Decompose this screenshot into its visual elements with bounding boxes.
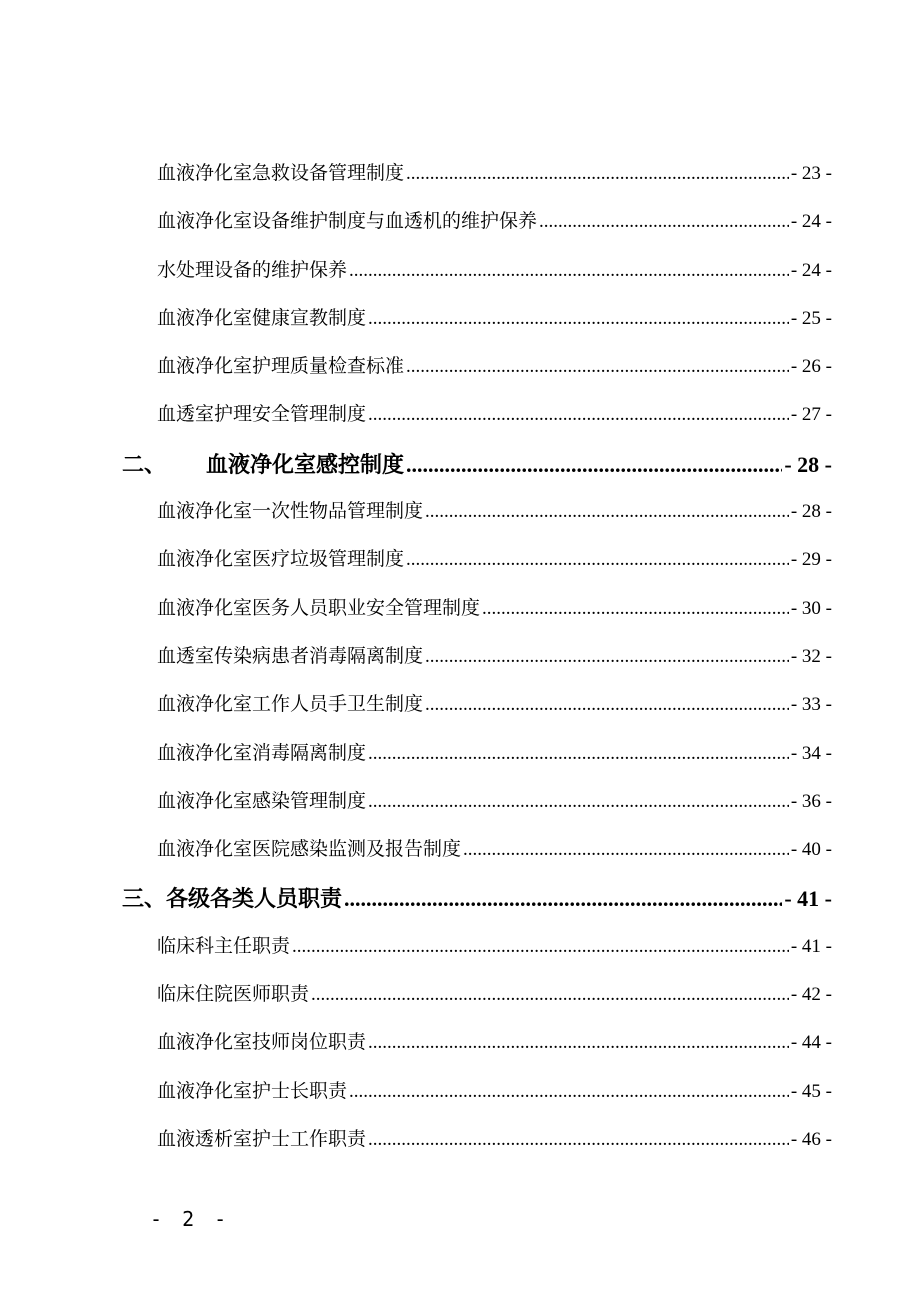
toc-entry[interactable] (0, 593, 920, 641)
toc-entry[interactable] (0, 689, 920, 737)
toc-dot-leader (406, 452, 782, 478)
toc-chapter-title: 血液净化室感控制度 (206, 451, 405, 478)
toc-entry-page: - 40 - (790, 839, 832, 861)
toc-dot-leader (425, 646, 789, 668)
toc-chapter-heading (122, 882, 342, 913)
toc-entry-title: 血液净化室工作人员手卫生制度 (157, 693, 424, 716)
toc-entry[interactable] (0, 303, 920, 351)
toc-chapter-page: - 41 - (784, 886, 832, 912)
toc-entry-page: - 34 - (790, 742, 832, 764)
toc-entry-title: 血液净化室护理质量检查标准 (157, 355, 405, 378)
toc-entry-title: 血液净化室医院感染监测及报告制度 (157, 838, 462, 861)
toc-entry-title: 血液净化室护士长职责 (157, 1079, 348, 1102)
toc-entry-page: - 29 - (790, 549, 832, 571)
toc-entry-page: - 41 - (790, 935, 832, 957)
toc-chapter-title: 各级各类人员职责 (166, 886, 343, 913)
toc-dot-leader (311, 984, 789, 1006)
toc-entry-page: - 45 - (790, 1080, 832, 1102)
toc-entry-title: 血液净化室急救设备管理制度 (157, 162, 405, 184)
toc-chapter-number: 三、 (122, 886, 167, 913)
toc-entry[interactable] (0, 351, 920, 399)
toc-dot-leader (368, 1032, 789, 1054)
toc-entry-title: 血液净化室健康宣教制度 (157, 306, 367, 329)
toc-entry-page: - 24 - (790, 211, 832, 233)
toc-entry[interactable] (0, 158, 920, 206)
toc-entry[interactable] (0, 931, 920, 979)
toc-entry-title: 血透室护理安全管理制度 (157, 403, 367, 426)
page-number-footer: - 2 - (150, 1207, 231, 1231)
toc-entry[interactable] (0, 1027, 920, 1075)
toc-dot-leader (463, 839, 789, 861)
toc-dot-leader (368, 404, 789, 426)
toc-entry[interactable] (0, 1076, 920, 1124)
toc-entry[interactable] (0, 1124, 920, 1172)
toc-entry[interactable] (0, 979, 920, 1027)
toc-entry-page: - 42 - (790, 984, 832, 1006)
toc-entry[interactable] (0, 399, 920, 447)
toc-entry-page: - 28 - (790, 501, 832, 523)
toc-entry[interactable] (0, 834, 920, 882)
table-of-contents (0, 158, 920, 1172)
toc-entry-title: 水处理设备的维护保养 (157, 258, 348, 281)
toc-dot-leader (482, 598, 789, 620)
toc-entry-page: - 23 - (790, 163, 832, 184)
toc-dot-leader (368, 791, 789, 813)
toc-entry-title: 临床科主任职责 (157, 934, 291, 957)
toc-entry-page: - 30 - (790, 597, 832, 619)
toc-chapter-heading (122, 448, 404, 479)
toc-entry-page: - 32 - (790, 645, 832, 667)
toc-entry-page: - 25 - (790, 307, 832, 329)
toc-entry[interactable] (0, 496, 920, 544)
toc-entry[interactable] (0, 255, 920, 303)
toc-entry[interactable] (0, 206, 920, 254)
toc-entry-page: - 26 - (790, 356, 832, 378)
toc-entry-title: 临床住院医师职责 (157, 983, 310, 1006)
toc-dot-leader (406, 356, 789, 378)
toc-entry-title: 血液净化室医务人员职业安全管理制度 (157, 596, 481, 619)
toc-dot-leader (368, 1129, 789, 1151)
toc-entry-title: 血液净化室一次性物品管理制度 (157, 500, 424, 523)
toc-entry-page: - 44 - (790, 1032, 832, 1054)
toc-entry-page: - 27 - (790, 404, 832, 426)
toc-entry-page: - 33 - (790, 694, 832, 716)
toc-dot-leader (406, 163, 789, 185)
toc-dot-leader (292, 936, 789, 958)
toc-dot-leader (344, 886, 782, 912)
toc-chapter-page: - 28 - (784, 451, 832, 477)
toc-chapter-entry[interactable] (0, 882, 920, 930)
toc-dot-leader (406, 549, 789, 571)
toc-dot-leader (349, 260, 789, 282)
toc-dot-leader (425, 501, 789, 523)
toc-entry[interactable] (0, 786, 920, 834)
toc-entry-title: 血液净化室技师岗位职责 (157, 1031, 367, 1054)
toc-entry-title: 血液净化室医疗垃圾管理制度 (157, 548, 405, 571)
toc-entry-title: 血透室传染病患者消毒隔离制度 (157, 644, 424, 667)
toc-entry-title: 血液净化室感染管理制度 (157, 789, 367, 812)
toc-entry-page: - 36 - (790, 790, 832, 812)
toc-entry[interactable] (0, 544, 920, 592)
toc-chapter-entry[interactable] (0, 448, 920, 496)
toc-entry-title: 血液净化室设备维护制度与血透机的维护保养 (157, 210, 538, 233)
toc-dot-leader (368, 308, 789, 330)
toc-dot-leader (349, 1081, 789, 1103)
toc-entry[interactable] (0, 738, 920, 786)
toc-entry-page: - 46 - (790, 1128, 832, 1150)
toc-entry-title: 血液净化室消毒隔离制度 (157, 741, 367, 764)
toc-dot-leader (425, 694, 789, 716)
toc-entry-page: - 24 - (790, 259, 832, 281)
toc-dot-leader (368, 743, 789, 765)
toc-entry-title: 血液透析室护士工作职责 (157, 1127, 367, 1150)
toc-entry[interactable] (0, 641, 920, 689)
toc-chapter-number: 二、 (122, 451, 167, 478)
toc-dot-leader (539, 211, 789, 233)
